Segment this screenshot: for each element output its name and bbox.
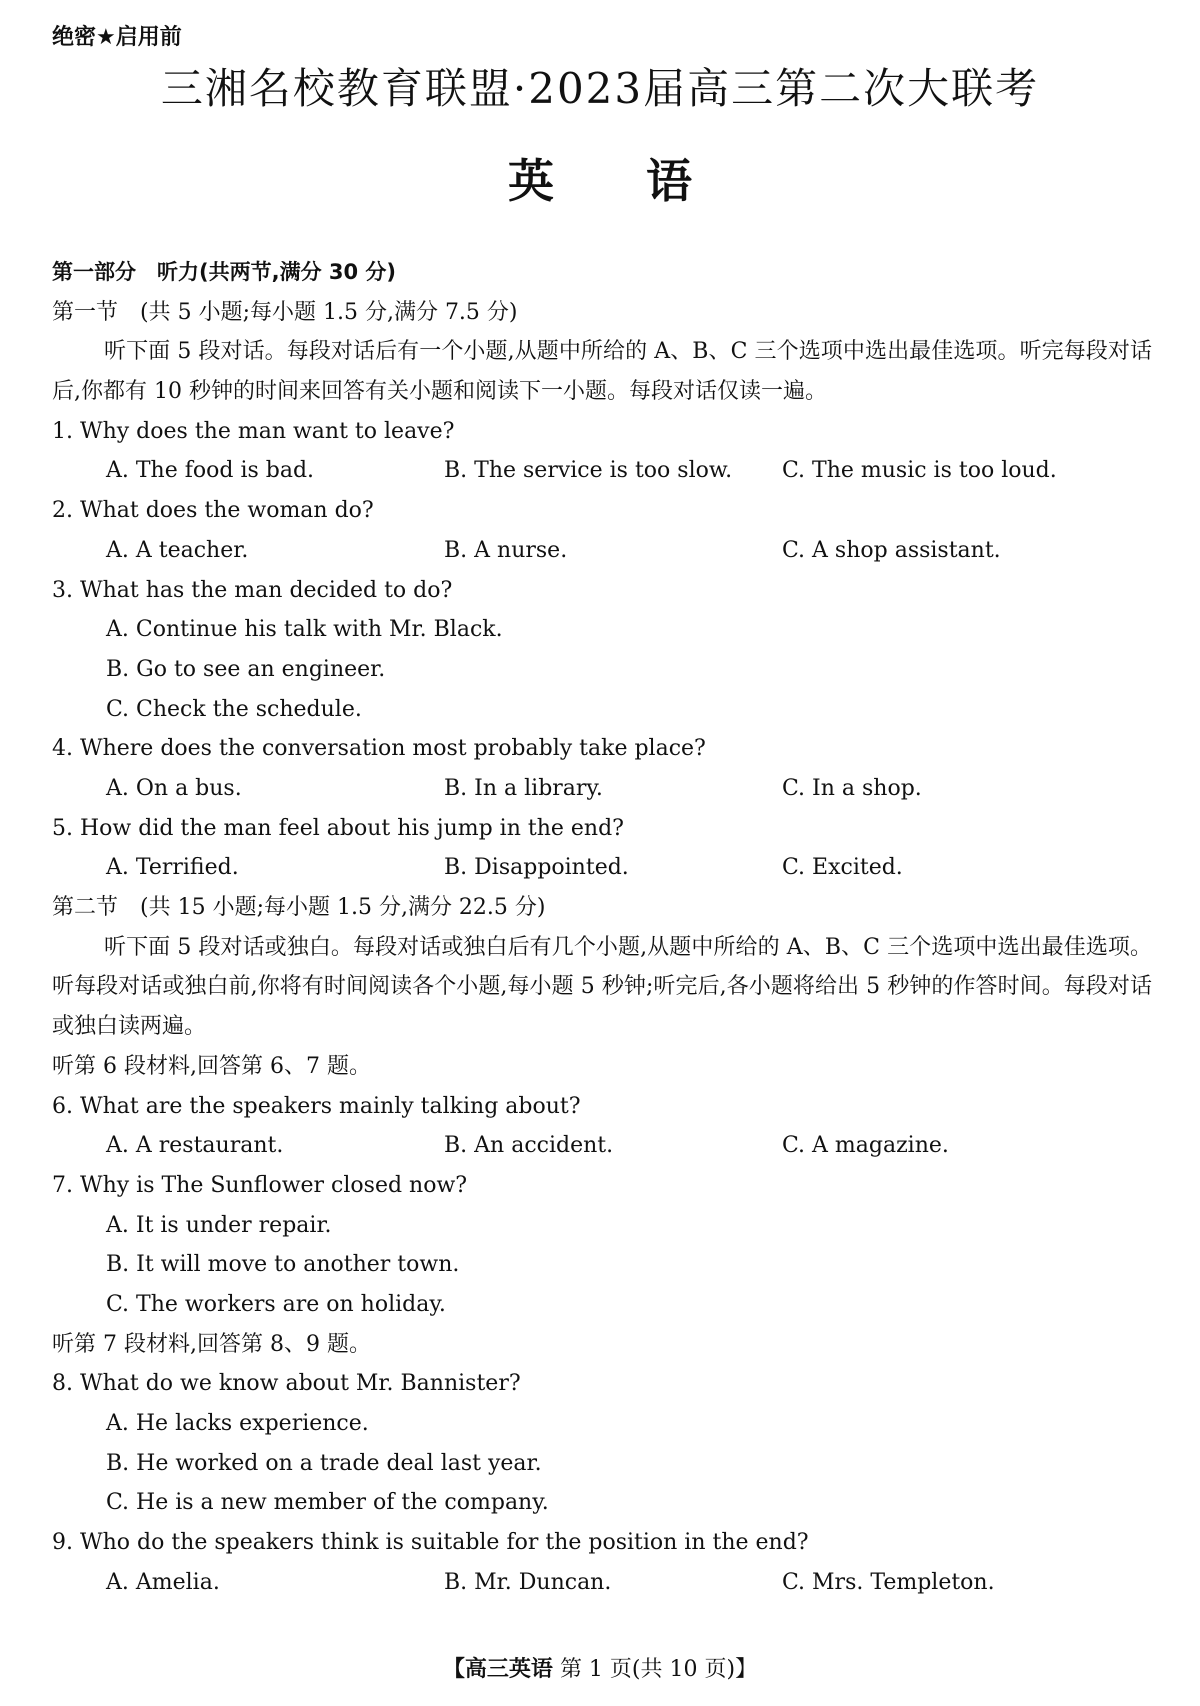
option-a: A. Amelia. [106,1569,220,1595]
confidential-label: 绝密★启用前 [52,25,182,50]
question-7: 7. Why is The Sunflower closed now? [52,1172,468,1198]
option-b: B. Disappointed. [444,855,629,881]
option-a: A. A restaurant. [106,1133,284,1159]
question-5-options [52,848,1152,888]
section2-instructions: 听下面 5 段对话或独白。每段对话或独白后有几个小题,从题中所给的 A、B、C 三个选项中选出最佳选项。听每段对话或独白前,你将有时间阅读各个小题,每小题 5 秒钟;听完后,各小题将给出 5 秒钟的作答时间。每段对话或独白读两遍。 [52,934,1152,1040]
option-a: A. It is under repair. [106,1212,332,1238]
question-3: 3. What has the man decided to do? [52,577,453,603]
material-6-note: 听第 6 段材料,回答第 6、7 题。 [52,1053,371,1079]
option-b: B. Go to see an engineer. [106,656,386,682]
option-c: C. He is a new member of the company. [106,1490,549,1516]
page-footer [0,1652,1200,1683]
option-b: B. In a library. [444,775,603,801]
option-c: C. Check the schedule. [106,696,362,722]
option-c: C. A magazine. [782,1133,949,1159]
option-a: A. Terrified. [106,855,239,881]
option-c: C. Excited. [782,855,903,881]
exam-title: 三湘名校教育联盟·2023届高三第二次大联考 [160,64,1040,113]
section1-instructions: 听下面 5 段对话。每段对话后有一个小题,从题中所给的 A、B、C 三个选项中选出最佳选项。听完每段对话后,你都有 10 秒钟的时间来回答有关小题和阅读下一小题。每段对话仅读一遍。 [52,339,1152,405]
option-c: C. The music is too loud. [782,458,1057,484]
option-a: A. A teacher. [106,537,249,563]
option-c: C. The workers are on holiday. [106,1291,446,1317]
question-6-options [52,1126,1152,1166]
exam-content [52,253,1152,1602]
section1-heading: 第一节 (共 5 小题;每小题 1.5 分,满分 7.5 分) [52,299,518,325]
option-b: B. Mr. Duncan. [444,1569,612,1595]
question-4: 4. Where does the conversation most probably take place? [52,736,706,762]
option-a: A. He lacks experience. [106,1411,369,1437]
option-b: B. It will move to another town. [106,1252,460,1278]
question-2: 2. What does the woman do? [52,498,374,524]
option-b: B. The service is too slow. [444,458,733,484]
option-a: A. Continue his talk with Mr. Black. [106,617,503,643]
option-b: B. He worked on a trade deal last year. [106,1450,542,1476]
question-5: 5. How did the man feel about his jump in the end? [52,815,624,841]
option-c: C. Mrs. Templeton. [782,1569,995,1595]
question-6: 6. What are the speakers mainly talking about? [52,1093,581,1119]
option-a: A. The food is bad. [106,458,315,484]
question-9: 9. Who do the speakers think is suitable for the position in the end? [52,1530,809,1556]
question-9-options [52,1563,1152,1603]
option-c: C. In a shop. [782,775,922,801]
material-7-note: 听第 7 段材料,回答第 8、9 题。 [52,1331,371,1357]
footer-label: 【高三英语 [442,1657,553,1682]
question-4-options [52,769,1152,809]
question-2-options [52,531,1152,571]
subject-title: 英 语 [508,154,692,208]
option-c: C. A shop assistant. [782,537,1001,563]
option-b: B. A nurse. [444,537,568,563]
option-a: A. On a bus. [106,775,242,801]
question-8: 8. What do we know about Mr. Bannister? [52,1371,521,1397]
question-1: 1. Why does the man want to leave? [52,418,455,444]
section2-heading: 第二节 (共 15 小题;每小题 1.5 分,满分 22.5 分) [52,895,546,921]
option-b: B. An accident. [444,1133,614,1159]
question-1-options [52,451,1152,491]
footer-page-number: 第 1 页(共 10 页)】 [559,1657,758,1682]
part1-title: 第一部分 听力(共两节,满分 30 分) [52,260,397,284]
